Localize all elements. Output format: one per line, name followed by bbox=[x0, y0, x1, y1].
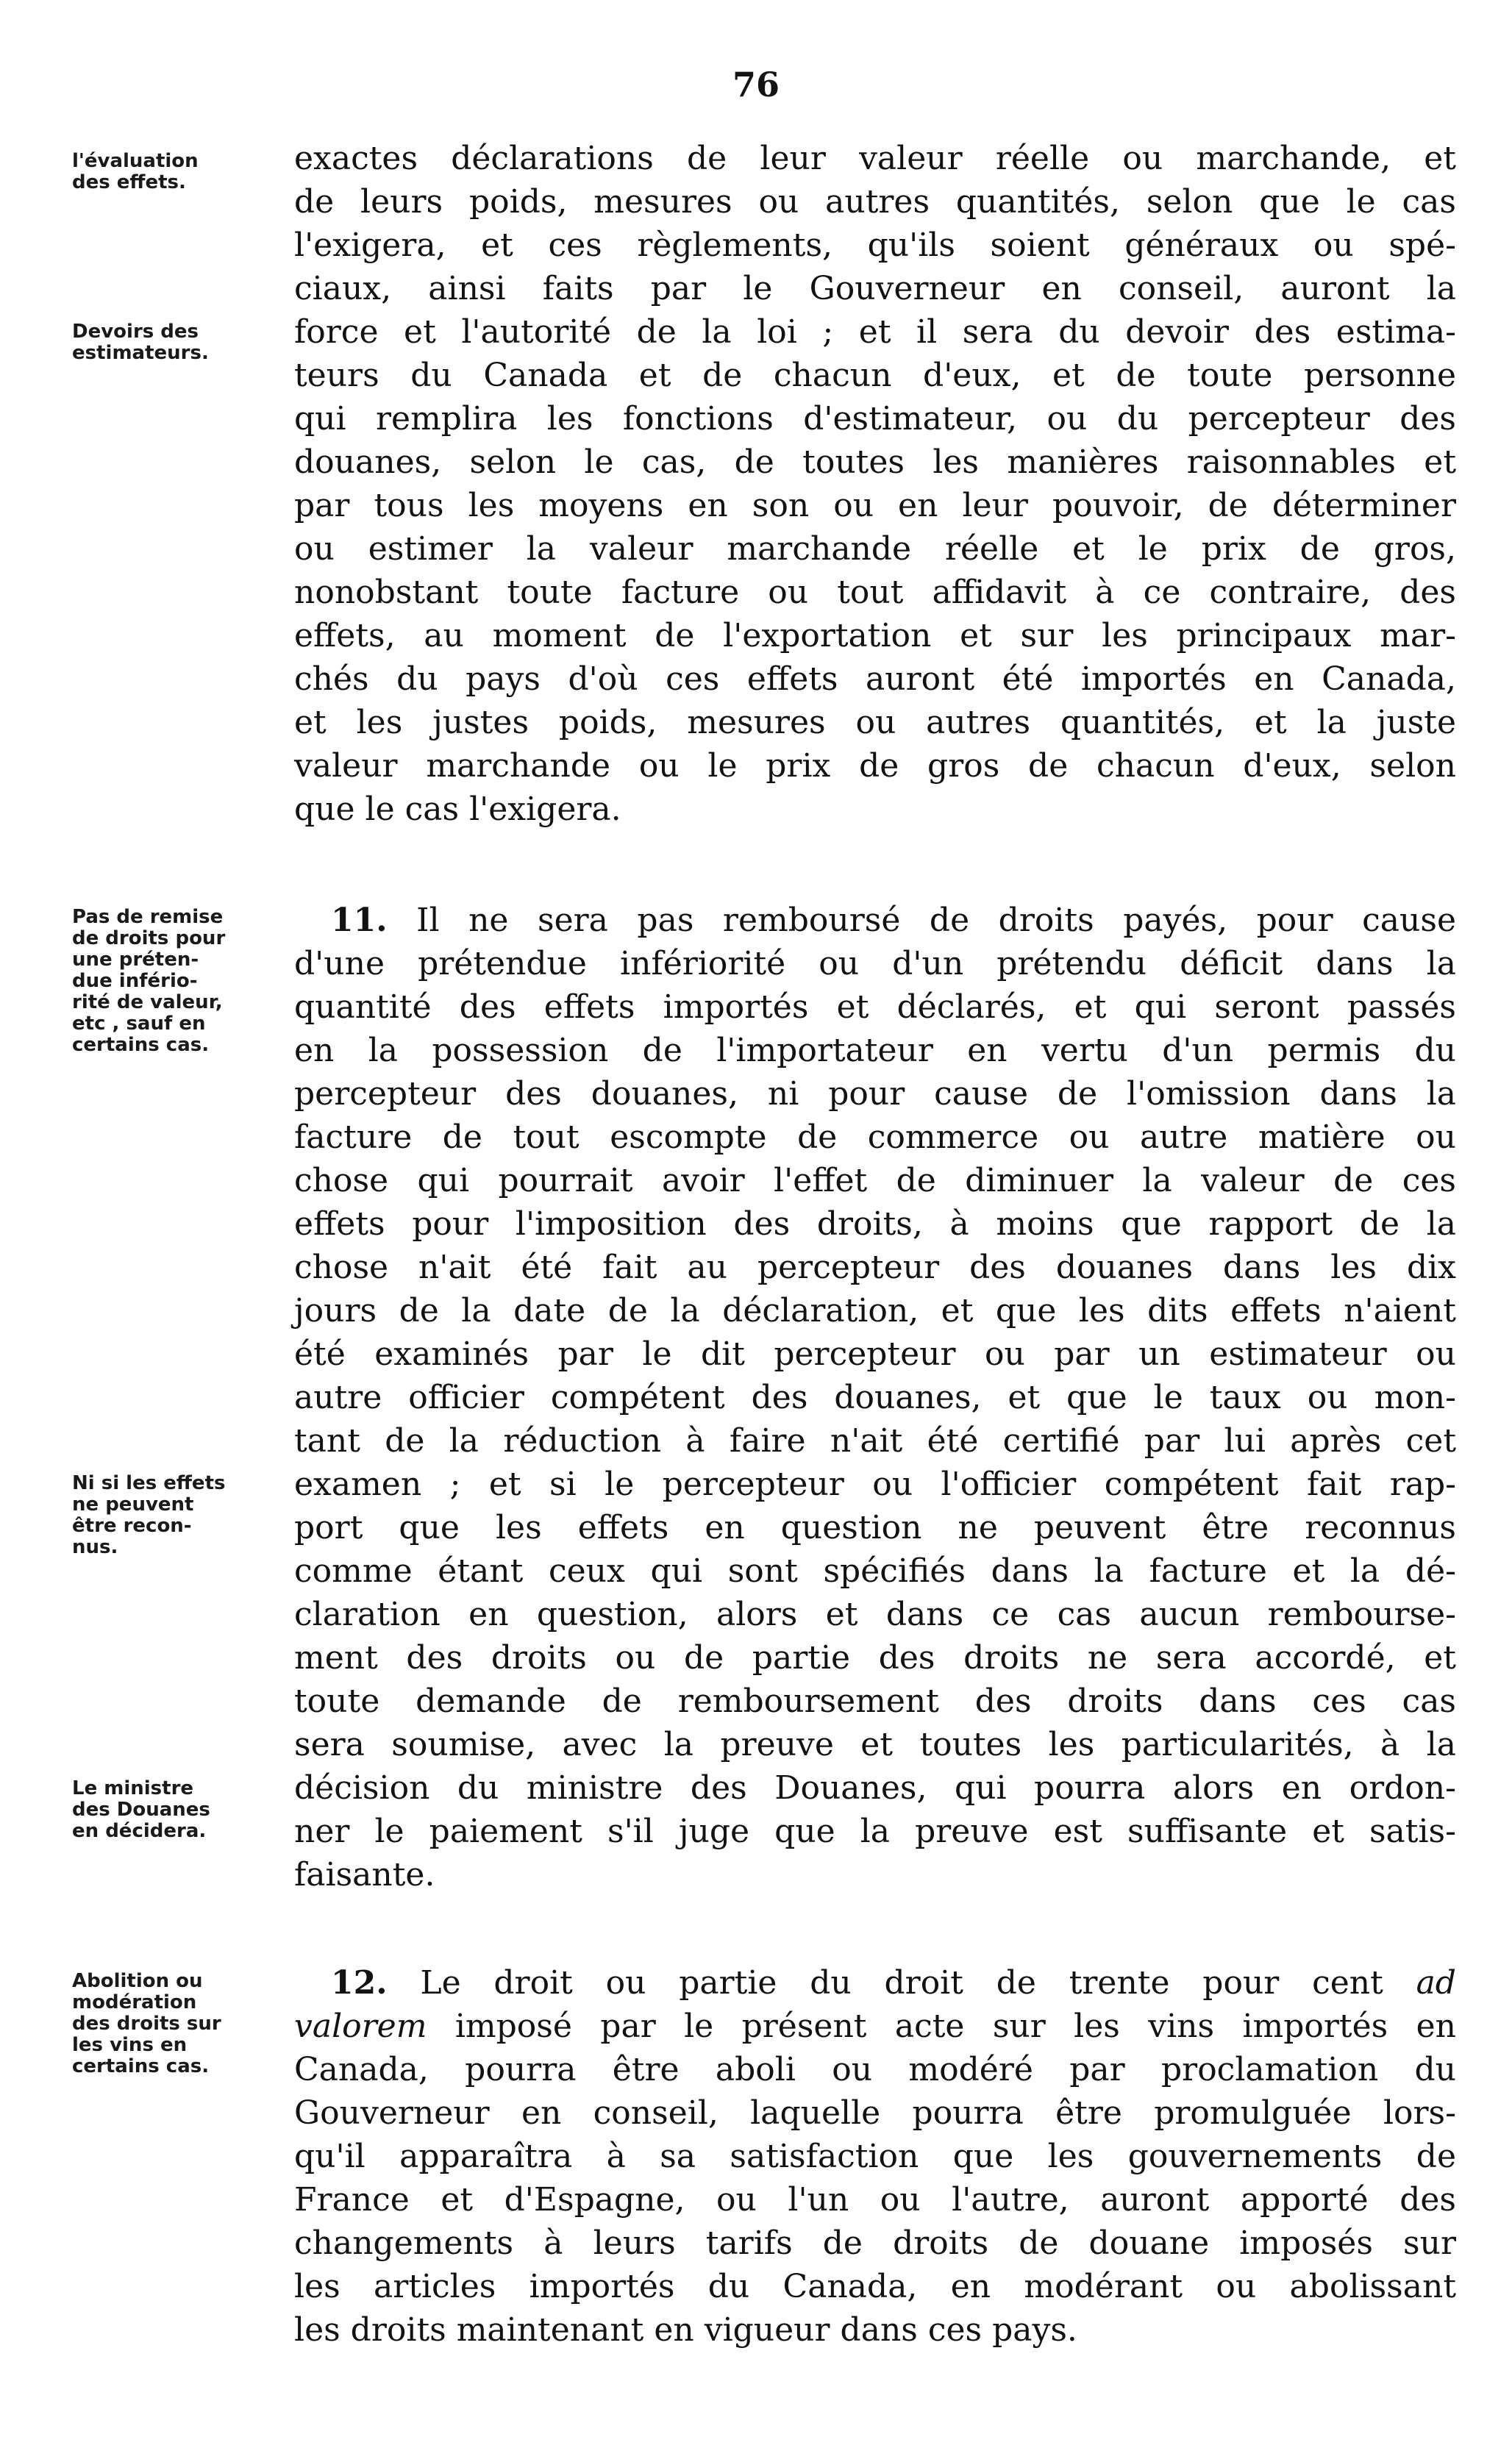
text-line: ment des droits ou de partie des droits ne sera accordé, et bbox=[294, 1639, 1456, 1677]
text-line: jours de la date de la déclaration, et que les dits effets n'aient bbox=[294, 1292, 1456, 1330]
text-line bbox=[294, 2005, 1456, 2048]
text-line: qui remplira les fonctions d'estimateur, ou du percepteur des bbox=[294, 400, 1456, 438]
sidenote-line: Abolition ou bbox=[72, 1970, 203, 1992]
sidenote-line: des droits sur bbox=[72, 2013, 221, 2035]
italic-term: valorem bbox=[294, 2008, 427, 2045]
sidenote-line: l'évaluation bbox=[72, 150, 199, 172]
section-number: 12. bbox=[331, 1964, 388, 2002]
text-line: les droits maintenant en vigueur dans ces pays. bbox=[294, 2311, 1077, 2349]
sidenote-line: Devoirs des bbox=[72, 321, 199, 343]
sidenote-line: en décidera. bbox=[72, 1820, 207, 1842]
sidenote-line: une préten- bbox=[72, 949, 199, 971]
text-line: examen ; et si le percepteur ou l'officier compétent fait rap- bbox=[294, 1466, 1456, 1503]
sidenote-line: être recon- bbox=[72, 1515, 192, 1537]
sidenote-evaluation bbox=[72, 151, 293, 193]
sidenote-line: Le ministre bbox=[72, 1777, 194, 1799]
sidenote-line: due infério- bbox=[72, 970, 198, 992]
page-number: 76 bbox=[732, 65, 780, 104]
sidenote-ni-si bbox=[72, 1473, 293, 1558]
text-line: effets pour l'imposition des droits, à moins que rapport de la bbox=[294, 1205, 1456, 1243]
sidenote-line: nus. bbox=[72, 1536, 118, 1558]
text-line: percepteur des douanes, ni pour cause de l'omission dans la bbox=[294, 1075, 1456, 1113]
paragraph-continuation bbox=[294, 137, 1456, 831]
text-line bbox=[294, 899, 1456, 942]
text-line: chose n'ait été fait au percepteur des douanes dans les dix bbox=[294, 1249, 1456, 1286]
text-line: toute demande de remboursement des droits dans ces cas bbox=[294, 1682, 1456, 1720]
text-line: quantité des effets importés et déclarés, et qui seront passés bbox=[294, 988, 1456, 1026]
paragraph-section-12 bbox=[294, 1961, 1456, 2352]
text-line: France et d'Espagne, ou l'un ou l'autre, auront apporté des bbox=[294, 2181, 1456, 2219]
text-line: douanes, selon le cas, de toutes les manières raisonnables et bbox=[294, 443, 1456, 481]
text-line: valeur marchande ou le prix de gros de chacun d'eux, selon bbox=[294, 747, 1456, 785]
section-first-line: Il ne sera pas remboursé de droits payés, pour cause bbox=[416, 902, 1456, 939]
text-line: chés du pays d'où ces effets auront été importés en Canada, bbox=[294, 660, 1456, 698]
text-line: sera soumise, avec la preuve et toutes les particularités, à la bbox=[294, 1726, 1456, 1763]
text-line: que le cas l'exigera. bbox=[294, 791, 621, 828]
sidenote-line: rité de valeur, bbox=[72, 991, 223, 1013]
sidenote-devoirs bbox=[72, 321, 293, 364]
sidenote-line: les vins en bbox=[72, 2034, 188, 2056]
text-line: force et l'autorité de la loi ; et il sera du devoir des estima- bbox=[294, 313, 1456, 351]
text-line: chose qui pourrait avoir l'effet de diminuer la valeur de ces bbox=[294, 1162, 1456, 1199]
text-line: qu'il apparaîtra à sa satisfaction que les gouvernements de bbox=[294, 2138, 1456, 2175]
section-first-line: Le droit ou partie du droit de trente pour cent bbox=[420, 1964, 1383, 2002]
sidenote-line: de droits pour bbox=[72, 927, 226, 949]
text-line: l'exigera, et ces règlements, qu'ils soient généraux ou spé- bbox=[294, 226, 1456, 264]
sidenote-line: etc , sauf en bbox=[72, 1013, 206, 1035]
text-line: et les justes poids, mesures ou autres quantités, et la juste bbox=[294, 704, 1456, 741]
section-number: 11. bbox=[331, 902, 388, 939]
text-line: teurs du Canada et de chacun d'eux, et de toute personne bbox=[294, 357, 1456, 394]
text-line bbox=[294, 1961, 1456, 2005]
text-line: de leurs poids, mesures ou autres quantités, selon que le cas bbox=[294, 183, 1456, 221]
paragraph-section-11 bbox=[294, 899, 1456, 1896]
sidenote-line: Ni si les effets bbox=[72, 1472, 226, 1494]
text-line: ou estimer la valeur marchande réelle et le prix de gros, bbox=[294, 530, 1456, 568]
sidenote-abolition bbox=[72, 1971, 293, 2077]
text-line: décision du ministre des Douanes, qui pourra alors en ordon- bbox=[294, 1769, 1456, 1807]
text-line: port que les effets en question ne peuvent être reconnus bbox=[294, 1509, 1456, 1546]
text-line: nonobstant toute facture ou tout affidavit à ce contraire, des bbox=[294, 574, 1456, 611]
section-second-line: imposé par le présent acte sur les vins importés en bbox=[454, 2008, 1456, 2045]
sidenote-line: certains cas. bbox=[72, 1034, 210, 1056]
sidenote-pas-de-remise bbox=[72, 907, 293, 1056]
sidenote-line: certains cas. bbox=[72, 2055, 210, 2077]
text-line: changements à leurs tarifs de droits de douane imposés sur bbox=[294, 2224, 1456, 2262]
text-line: ciaux, ainsi faits par le Gouverneur en conseil, auront la bbox=[294, 270, 1456, 307]
text-line: d'une prétendue infériorité ou d'un prétendu déficit dans la bbox=[294, 945, 1456, 982]
sidenote-line: des effets. bbox=[72, 171, 186, 193]
text-line: ner le paiement s'il juge que la preuve est suffisante et satis- bbox=[294, 1813, 1456, 1850]
sidenote-line: des Douanes bbox=[72, 1799, 210, 1821]
text-line: comme étant ceux qui sont spécifiés dans la facture et la dé- bbox=[294, 1552, 1456, 1590]
text-line: été examinés par le dit percepteur ou par un estimateur ou bbox=[294, 1335, 1456, 1373]
text-line: par tous les moyens en son ou en leur pouvoir, de déterminer bbox=[294, 487, 1456, 524]
text-line: autre officier compétent des douanes, et que le taux ou mon- bbox=[294, 1379, 1456, 1416]
sidenote-line: modération bbox=[72, 1991, 197, 2013]
text-line: claration en question, alors et dans ce cas aucun rembourse- bbox=[294, 1596, 1456, 1633]
text-line: en la possession de l'importateur en vertu d'un permis du bbox=[294, 1032, 1456, 1069]
text-line: Gouverneur en conseil, laquelle pourra être promulguée lors- bbox=[294, 2094, 1456, 2132]
text-line: effets, au moment de l'exportation et sur les principaux mar- bbox=[294, 617, 1456, 654]
text-line: tant de la réduction à faire n'ait été certifié par lui après cet bbox=[294, 1422, 1456, 1460]
text-line: exactes déclarations de leur valeur réelle ou marchande, et bbox=[294, 140, 1456, 177]
sidenote-ministre bbox=[72, 1778, 293, 1842]
sidenote-line: estimateurs. bbox=[72, 342, 209, 364]
sidenote-line: ne peuvent bbox=[72, 1494, 194, 1516]
text-line: faisante. bbox=[294, 1856, 435, 1894]
text-line: Canada, pourra être aboli ou modéré par proclamation du bbox=[294, 2051, 1456, 2088]
text-line: facture de tout escompte de commerce ou autre matière ou bbox=[294, 1118, 1456, 1156]
sidenote-line: Pas de remise bbox=[72, 906, 224, 928]
text-line: les articles importés du Canada, en modérant ou abolissant bbox=[294, 2268, 1456, 2305]
italic-term: ad bbox=[1416, 1964, 1456, 2002]
